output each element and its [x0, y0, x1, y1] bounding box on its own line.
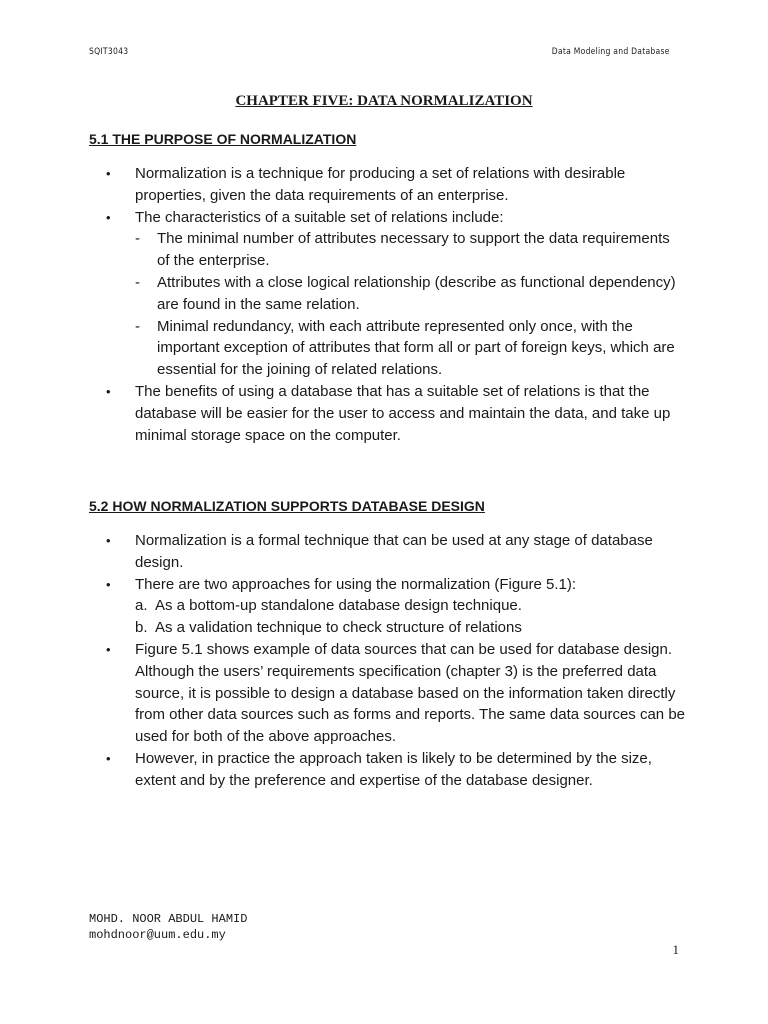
- list-item-text: Normalization is a technique for producing a set of relations with desirable properties, given the data requirements of an enterprise.: [135, 165, 626, 204]
- header-course-code: SQIT3043: [89, 47, 129, 57]
- bullet-marker: •: [106, 166, 111, 181]
- sub-list-item: [135, 228, 686, 272]
- list-item-text: There are two approaches for using the normalization (Figure 5.1):: [135, 575, 577, 593]
- characteristics-list: [135, 228, 686, 381]
- bullet-list: [106, 530, 686, 792]
- bullet-marker: •: [106, 209, 111, 225]
- sub-list-item-text: As a validation technique to check structure of relations: [155, 619, 522, 637]
- author-email: mohdnoor@uum.edu.my: [89, 928, 226, 942]
- sub-list-item: [135, 316, 686, 381]
- list-item: [106, 639, 686, 748]
- author-name: MOHD. NOOR ABDUL HAMID: [89, 912, 248, 926]
- list-item: [106, 163, 686, 207]
- list-item-text: The characteristics of a suitable set of relations include:: [135, 208, 504, 226]
- bullet-marker: •: [106, 383, 111, 399]
- sub-list-item-text: The minimal number of attributes necessary to support the data requirements of the enterprise.: [157, 230, 670, 270]
- letter-marker: a.: [135, 597, 148, 615]
- section-body-design-support: [106, 530, 686, 792]
- sub-list-item-text: Minimal redundancy, with each attribute represented only once, with the important exception of attributes that form all or part of foreign keys, which are essential for the joining of related relations.: [157, 317, 675, 379]
- bullet-marker: •: [106, 641, 111, 657]
- chapter-title: CHAPTER FIVE: DATA NORMALIZATION: [235, 93, 533, 109]
- dash-marker: -: [135, 273, 140, 291]
- bullet-marker: •: [106, 576, 111, 592]
- sub-list-item: [135, 595, 686, 617]
- list-item: [106, 207, 686, 381]
- list-item-text: Figure 5.1 shows example of data sources that can be used for database design. Although the users’ requirements specification (chapter 3) is the preferred data source, it is possible to design a database based on the information taken directly from other data sources such as forms and reports. The same data sources can be used for both of the above approaches.: [135, 640, 685, 746]
- sub-list-item: [135, 617, 686, 639]
- dash-marker: -: [135, 317, 140, 335]
- bullet-marker: •: [106, 533, 111, 548]
- list-item-text: The benefits of using a database that has a suitable set of relations is that the database will be easier for the user to access and maintain the data, and take up minimal storage space on the computer.: [135, 382, 671, 444]
- list-item-text: Normalization is a formal technique that can be used at any stage of database design.: [135, 532, 653, 571]
- letter-marker: b.: [135, 619, 148, 637]
- approaches-list: [135, 595, 686, 639]
- list-item-text: However, in practice the approach taken is likely to be determined by the size, extent and by the preference and expertise of the database designer.: [135, 749, 652, 789]
- dash-marker: -: [135, 230, 140, 248]
- header-course-title: Data Modeling and Database: [552, 47, 670, 57]
- section-heading-design-support: 5.2 HOW NORMALIZATION SUPPORTS DATABASE DESIGN: [89, 498, 485, 514]
- sub-list-item-text: Attributes with a close logical relationship (describe as functional dependency) are found in the same relation.: [157, 273, 676, 313]
- bullet-list: [106, 163, 686, 446]
- list-item: [106, 574, 686, 639]
- section-body-purpose: [106, 163, 686, 446]
- list-item: [106, 381, 686, 446]
- list-item: [106, 530, 686, 574]
- sub-list-item: [135, 272, 686, 316]
- page-number: 1: [672, 942, 679, 957]
- author-footer: [89, 911, 247, 943]
- bullet-marker: •: [106, 750, 111, 766]
- section-heading-purpose: 5.1 THE PURPOSE OF NORMALIZATION: [89, 131, 357, 147]
- list-item: [106, 748, 686, 792]
- sub-list-item-text: As a bottom-up standalone database design technique.: [155, 597, 522, 615]
